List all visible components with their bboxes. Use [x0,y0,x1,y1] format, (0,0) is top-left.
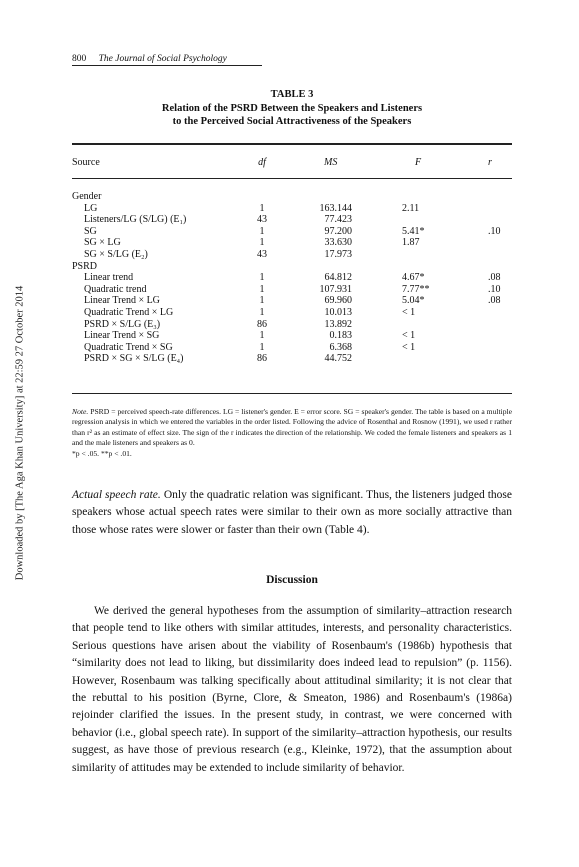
table-row [72,319,512,331]
cell-df: 1 [259,202,265,214]
cell-source: Gender [72,191,102,202]
table-row [72,353,512,365]
cell-source: SG × S/LG (E₂) [84,248,148,260]
section-heading-discussion: Discussion [266,574,318,586]
cell-ms: 107.931 [319,283,352,295]
table-note [72,407,512,459]
table-row [72,261,512,273]
cell-source: Listeners/LG (S/LG) (E₁) [84,214,187,226]
cell-df: 43 [257,214,267,226]
cell-f: < 1 [402,330,416,342]
column-header-source: Source [72,157,100,168]
column-header-r: r [488,157,492,168]
cell-source: SG [84,225,97,237]
download-watermark [0,0,40,867]
cell-ms: 13.892 [324,318,352,330]
table-row [72,284,512,296]
cell-ms: 10.013 [324,306,352,318]
column-header-f: F [415,157,422,168]
cell-df: 86 [257,318,267,330]
cell-f: < 1 [402,306,416,318]
table-row [72,191,512,203]
cell-source: Linear Trend × SG [84,330,160,342]
cell-source: Quadratic Trend × LG [84,306,174,318]
cell-source: Linear Trend × LG [84,295,160,307]
note-text: PSRD = perceived speech-rate differences. LG = listener's gender. E = error score. SG = speaker's gender. The table is based on a multiple regression analysis in which we entered the variables in the order listed. Following the advice of Rosenthal and Rosnow (1991), we used r rather than r² as an estimate of effect size. The sign of the r indicates the direction of the relationship. We coded the female listeners and speakers as 1 and the male listeners and speakers as 0. [72,407,512,448]
cell-ms: 33.630 [324,237,352,249]
table-header-rule [72,178,512,179]
cell-ms: 69.960 [324,295,352,307]
cell-df: 1 [259,295,265,307]
running-head [72,54,262,66]
paragraph-actual-speech-rate [72,487,512,539]
column-header-ms: MS [324,157,338,168]
cell-f: < 1 [402,341,416,353]
significance-note: *p < .05. **p < .01. [72,448,132,458]
cell-source: Quadratic trend [84,283,147,295]
download-watermark-text: Downloaded by [The Aga Khan University] at 22:59 27 October 2014 [14,285,26,581]
table-label: TABLE 3 [270,89,314,100]
table-title-line-2: to the Perceived Social Attractiveness of the Speakers [172,116,412,127]
cell-ms: 17.973 [324,248,352,260]
column-header-df: df [258,157,266,168]
cell-source: PSRD × SG × S/LG (E₄) [84,353,184,365]
cell-ms: 6.368 [329,341,352,353]
cell-ms: 64.812 [324,272,352,284]
cell-df: 1 [259,272,265,284]
cell-r: .08 [488,272,501,284]
paragraph-text: Only the quadratic relation was significant. Thus, the listeners judged those speakers whose actual speech rates were similar to their own as more socially attractive than those whose rates were slower or faster than their own (Table 4). [72,489,512,536]
cell-source: LG [84,202,98,214]
table-row [72,226,512,238]
cell-ms: 77.423 [324,214,352,226]
cell-df: 1 [259,225,265,237]
cell-source: Linear trend [84,272,134,284]
note-label: Note. [72,407,89,416]
table-body [72,191,512,365]
cell-source: SG × LG [84,237,121,249]
page-number: 800 [72,54,87,64]
journal-title: The Journal of Social Psychology [98,54,227,64]
table-row [72,307,512,319]
table-row [72,203,512,215]
cell-df: 1 [259,341,265,353]
table-row [72,249,512,261]
cell-df: 1 [259,237,265,249]
table-title-line-1: Relation of the PSRD Between the Speakers and Listeners [161,102,423,114]
cell-f: 1.87 [402,237,420,249]
cell-f: 4.67* [402,272,425,284]
cell-df: 43 [257,248,267,260]
paragraph-lead: Actual speech rate. [72,489,161,501]
table-row [72,295,512,307]
cell-df: 86 [257,353,267,365]
cell-f: 2.11 [402,202,420,214]
table-row [72,330,512,342]
cell-ms: 44.752 [324,353,352,365]
table-top-rule [72,143,512,145]
cell-source: PSRD [72,260,98,272]
table-bottom-rule [72,393,512,394]
cell-source: Quadratic Trend × SG [84,341,173,353]
cell-f: 5.04* [402,295,425,307]
cell-r: .10 [488,225,501,237]
cell-df: 1 [259,306,265,318]
table-row [72,342,512,354]
cell-df: 1 [259,283,265,295]
cell-f: 7.77** [402,283,430,295]
cell-ms: 163.144 [319,202,352,214]
table-header-row [72,157,512,171]
cell-ms: 0.183 [329,330,352,342]
cell-r: .10 [488,283,501,295]
paragraph-discussion: We derived the general hypotheses from the assumption of similarity–attraction research that people tend to like others with similar attitudes, interests, and personality characteristics. Serious questions have arisen about the viability of Rosenbaum's (1986b) hypothesis that “similarity does not lead to liking, but dissimilarity does indeed lead to repulsion” (p. 1156). However, Rosenbaum was talking specifically about attitudinal similarity; it is not clear that the rebuttal to his position (Byrne, Clore, & Smeaton, 1986) and Rosenbaum's (1986a) rejoinder clarified the issues. In the present study, in contrast, we were concerned with behavior (i.e., global speech rate). In support of the similarity–attraction hypothesis, our results suggest, as have those of previous research (e.g., Kleinke, 1972), that the assumption about similarity of attitudes may be extended to include similarity of behavior. [72,605,512,774]
table-row [72,214,512,226]
cell-r: .08 [488,295,501,307]
cell-df: 1 [259,330,265,342]
cell-source: PSRD × S/LG (E₃) [84,318,161,330]
table-row [72,272,512,284]
cell-f: 5.41* [402,225,425,237]
table-title [72,88,512,129]
cell-ms: 97.200 [324,225,352,237]
table-row [72,237,512,249]
